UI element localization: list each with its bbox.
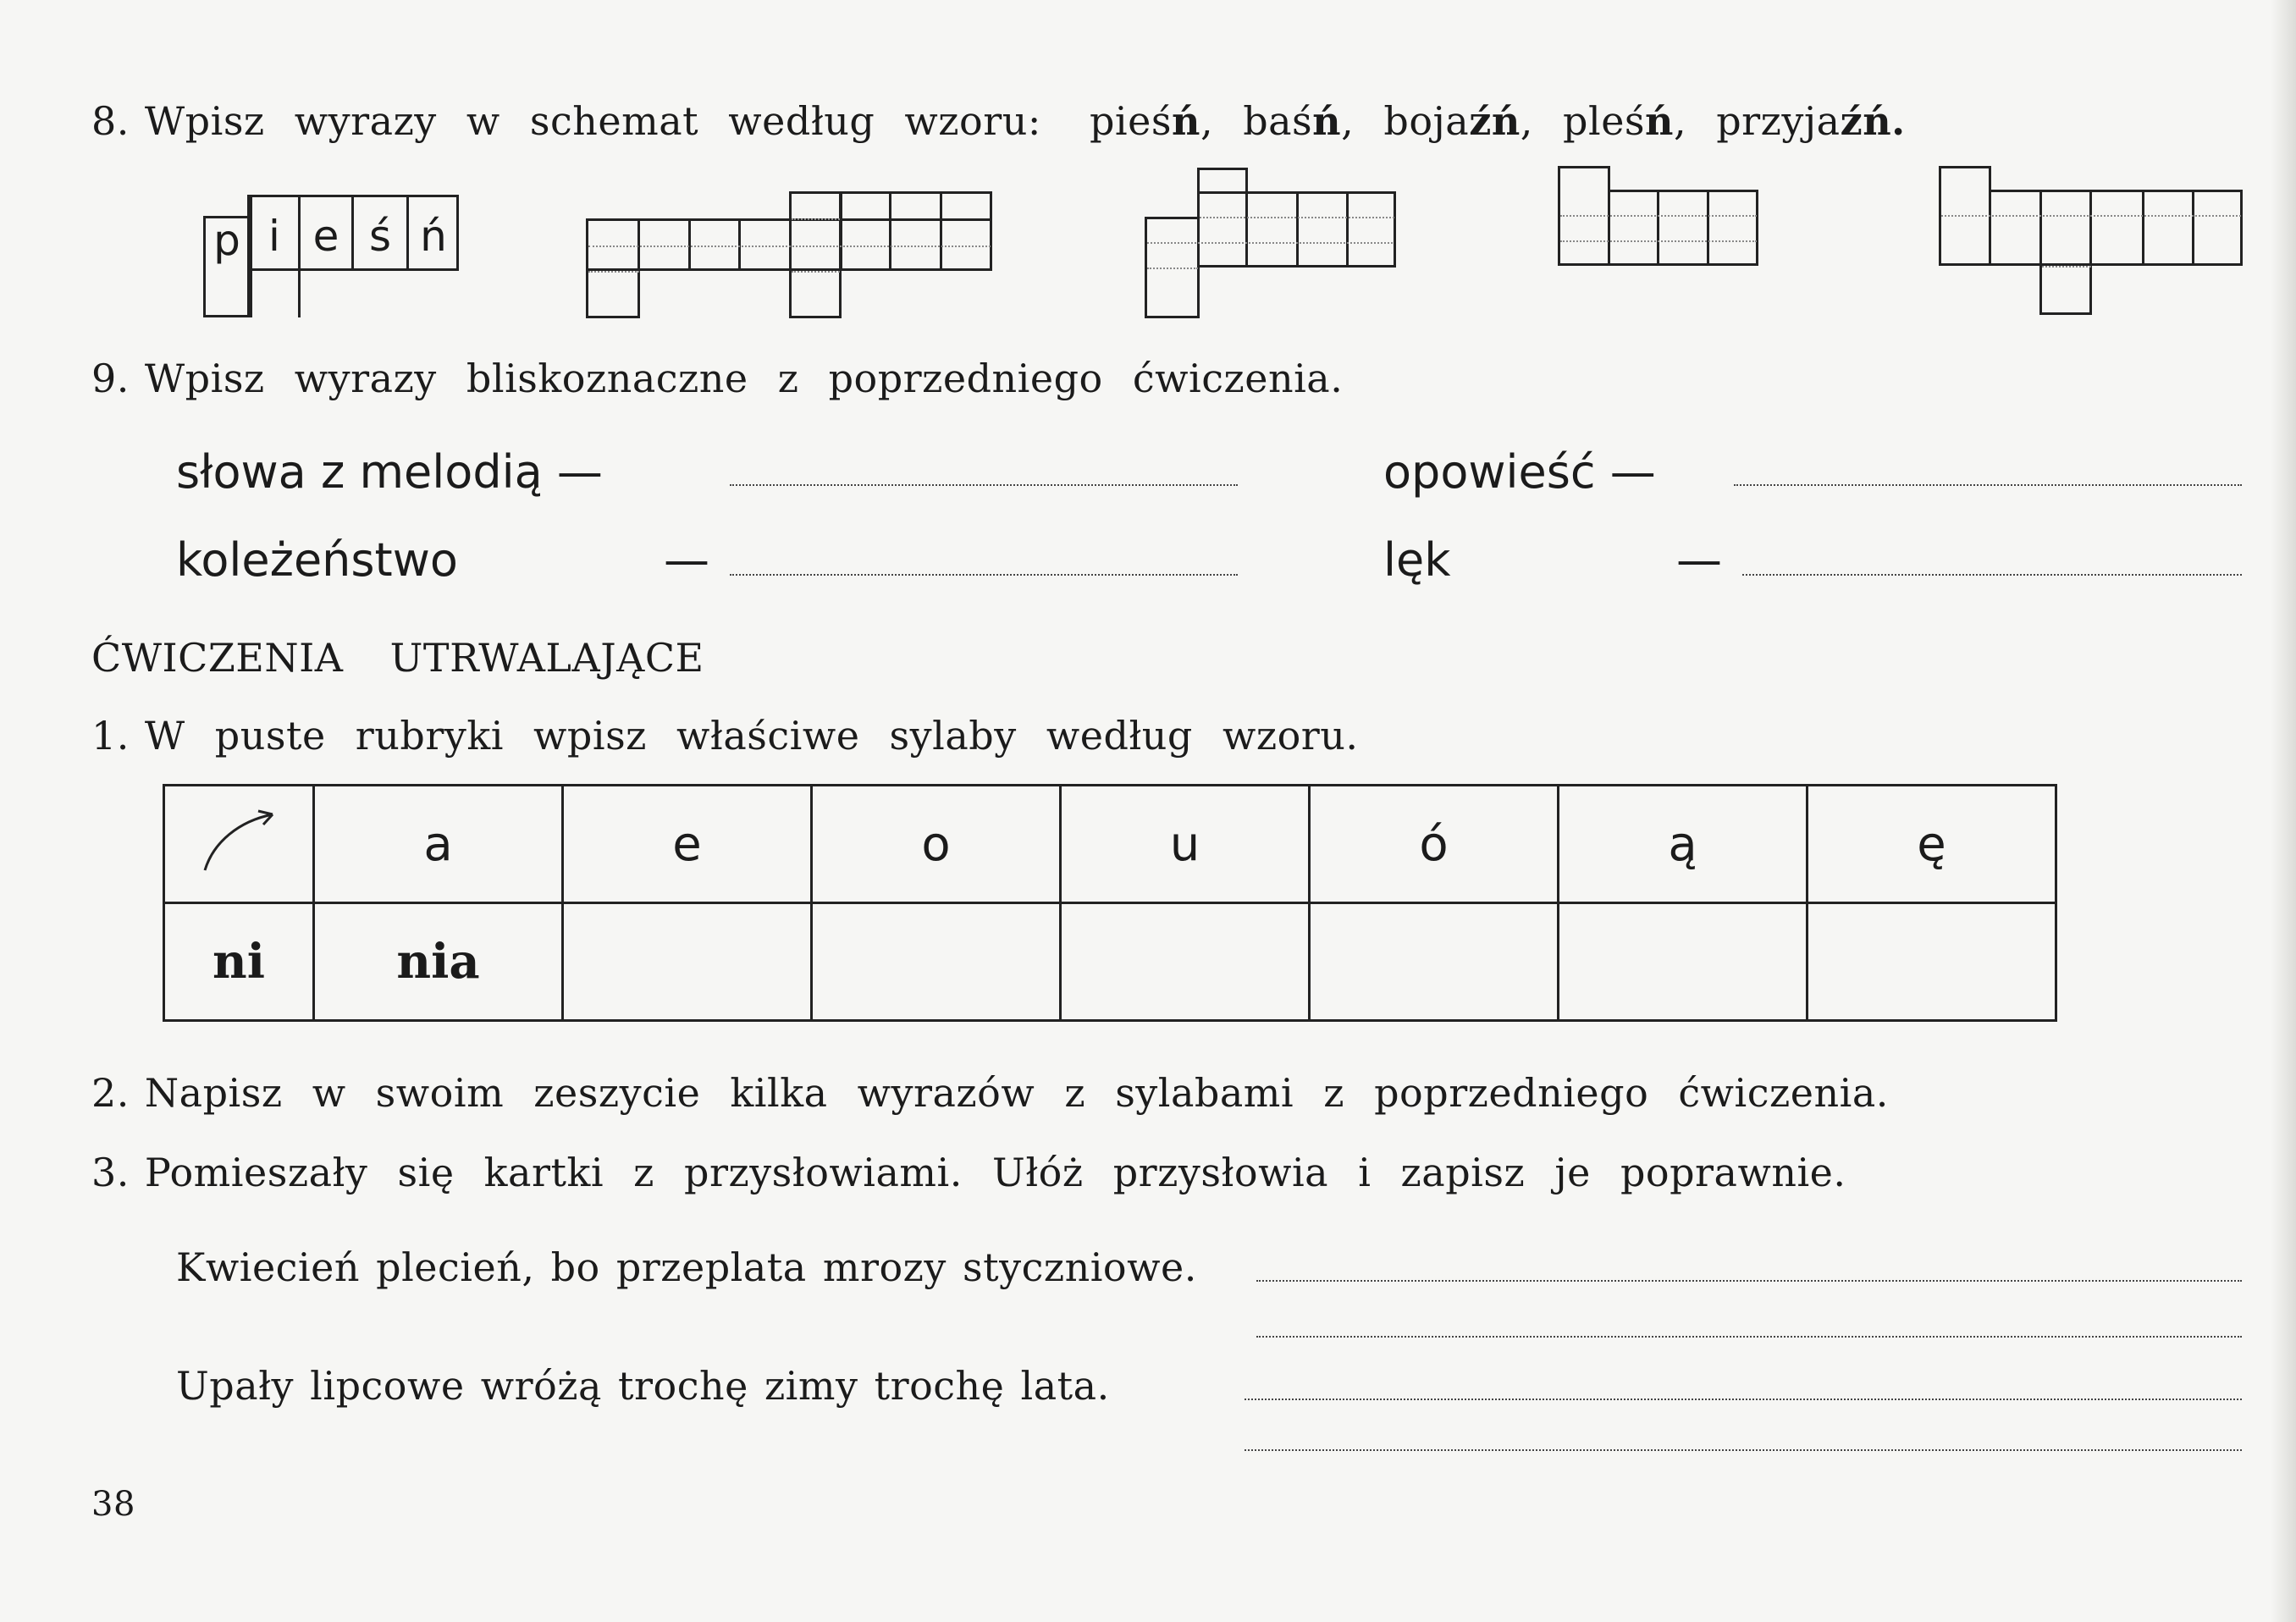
syllable-table [163, 784, 2057, 1022]
example-letter-e: e [312, 212, 339, 261]
task9-heading [91, 356, 1343, 401]
ex2-text: Napisz w swoim zeszycie kilka wyrazów z sylabami z poprzedniego ćwiczenia. [144, 1070, 1889, 1116]
table-row-syllables [164, 903, 2056, 1021]
ex1-text: W puste rubryki wpisz właściwe sylaby według wzoru. [144, 713, 1359, 759]
answer-line-proverb-2b[interactable] [1245, 1449, 2242, 1451]
arrow-cell [164, 786, 314, 903]
proverb-2: Upały lipcowe wróżą trochę zimy trochę lata. [176, 1363, 1110, 1409]
vowel-cell: ę [1808, 786, 2056, 903]
example-letter-p: p [213, 216, 240, 265]
example-letter-s: ś [368, 212, 392, 261]
task9-text: Wpisz wyrazy bliskoznaczne z poprzedniego ćwiczenia. [144, 356, 1344, 401]
vowel-cell: a [314, 786, 563, 903]
syllable-input-cell[interactable] [1061, 903, 1310, 1021]
ex2-heading [91, 1070, 1889, 1116]
task8-word-3: bojaźń, [1383, 98, 1533, 144]
answer-line-proverb-2a[interactable] [1245, 1399, 2242, 1400]
task8-word-1: pieśń, [1089, 98, 1214, 144]
prompt-kolezenstwo: koleżeństwo [176, 533, 458, 587]
syllable-input-cell[interactable] [563, 903, 812, 1021]
proverb-1: Kwiecień plecień, bo przeplata mrozy styczniowe. [176, 1244, 1197, 1290]
task8-word-2: baśń, [1243, 98, 1355, 144]
prompt-opowiesc: opowieść — [1383, 445, 1656, 499]
table-row-vowels [164, 786, 2056, 903]
vowel-cell: o [812, 786, 1061, 903]
task8-heading [91, 98, 1906, 144]
syllable-input-cell[interactable] [1310, 903, 1559, 1021]
syllable-cell-ni: ni [164, 903, 314, 1021]
answer-line-proverb-1b[interactable] [1256, 1336, 2242, 1338]
task8-word-5: przyjaźń. [1716, 98, 1906, 144]
prompt-dash-2: — [1676, 533, 1722, 587]
ex2-number: 2. [91, 1070, 130, 1116]
ex1-number: 1. [91, 713, 130, 759]
page-number: 38 [91, 1485, 135, 1524]
page-edge-shadow [2271, 0, 2296, 1622]
example-letter-n: ń [420, 212, 447, 261]
vowel-cell: ó [1310, 786, 1559, 903]
syllable-input-cell[interactable] [1559, 903, 1808, 1021]
ex3-heading [91, 1150, 1846, 1195]
syllable-input-cell[interactable] [812, 903, 1061, 1021]
vowel-cell: u [1061, 786, 1310, 903]
vowel-cell: e [563, 786, 812, 903]
syllable-cell-nia: nia [314, 903, 563, 1021]
prompt-dash-1: — [664, 533, 709, 587]
task8-number: 8. [91, 98, 130, 144]
answer-line-opowiesc[interactable] [1734, 484, 2242, 486]
answer-line-lek[interactable] [1742, 574, 2242, 576]
section-title: ĆWICZENIA UTRWALAJĄCE [91, 635, 704, 681]
prompt-slowa: słowa z melodią — [176, 445, 603, 499]
answer-line-slowa[interactable] [730, 484, 1238, 486]
ex3-text: Pomieszały się kartki z przysłowiami. Ułóż przysłowia i zapisz je poprawnie. [144, 1150, 1846, 1195]
task8-text: Wpisz wyrazy w schemat według wzoru: [144, 98, 1041, 144]
answer-line-proverb-1a[interactable] [1256, 1280, 2242, 1282]
ex3-number: 3. [91, 1150, 130, 1195]
vowel-cell: ą [1559, 786, 1808, 903]
ex1-heading [91, 713, 1359, 759]
prompt-lek: lęk [1383, 533, 1451, 587]
example-letter-i: i [268, 212, 280, 261]
task8-word-4: pleśń, [1563, 98, 1687, 144]
answer-line-kolezenstwo[interactable] [730, 574, 1238, 576]
curved-arrow-icon [192, 796, 285, 880]
syllable-input-cell[interactable] [1808, 903, 2056, 1021]
task9-number: 9. [91, 356, 130, 401]
